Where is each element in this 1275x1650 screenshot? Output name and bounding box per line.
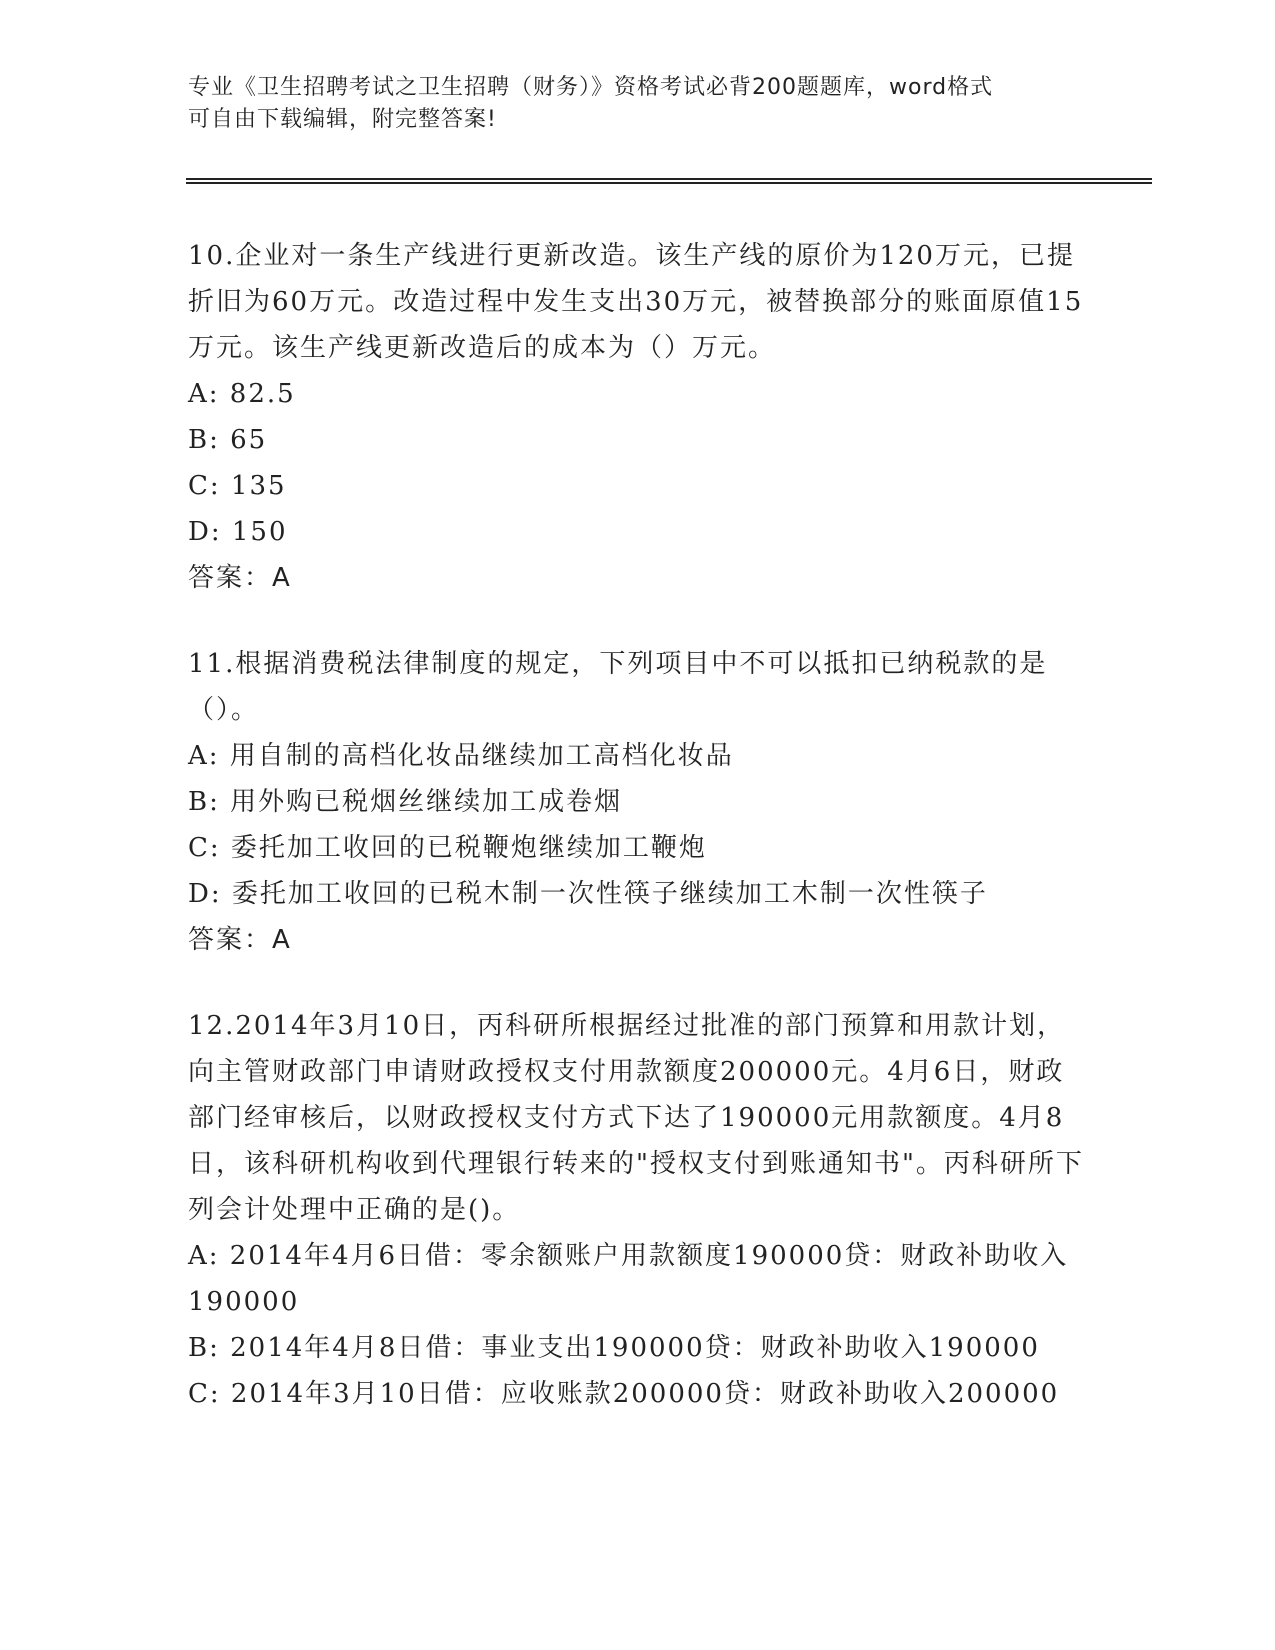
question-stem: 10.企业对一条生产线进行更新改造。该生产线的原价为120万元，已提折旧为60万元。改造过程中发生支出30万元，被替换部分的账面原值15万元。该生产线更新改造后的成本为（）万元。 bbox=[188, 241, 1084, 363]
option-b: B: 2014年4月8日借：事业支出190000贷：财政补助收入190000 bbox=[188, 1333, 1040, 1363]
option-a: A: 82.5 bbox=[188, 379, 296, 409]
option-d: D: 150 bbox=[188, 517, 288, 547]
answer: 答案：A bbox=[188, 563, 292, 593]
question-12 bbox=[188, 1003, 1088, 1417]
header-title-line-1: 专业《卫生招聘考试之卫生招聘（财务）》资格考试必背200题题库，word格式 bbox=[188, 75, 994, 100]
question-10 bbox=[188, 233, 1088, 601]
option-a: A: 用自制的高档化妆品继续加工高档化妆品 bbox=[188, 741, 734, 771]
question-stem: 12.2014年3月10日，丙科研所根据经过批准的部门预算和用款计划，向主管财政部门申请财政授权支付用款额度200000元。4月6日，财政部门经审核后，以财政授权支付方式下达了190000元用款额度。4月8日，该科研机构收到代理银行转来的"授权支付到账通知书"。丙科研所下列会计处理中正确的是()。 bbox=[188, 1011, 1084, 1225]
option-c: C: 委托加工收回的已税鞭炮继续加工鞭炮 bbox=[188, 833, 707, 863]
header-title-line-2: 可自由下载编辑，附完整答案! bbox=[188, 107, 497, 132]
option-c: C: 2014年3月10日借：应收账款200000贷：财政补助收入200000 bbox=[188, 1379, 1060, 1409]
header-double-rule bbox=[186, 178, 1152, 184]
answer: 答案：A bbox=[188, 925, 292, 955]
question-list bbox=[188, 233, 1088, 1457]
question-stem: 11.根据消费税法律制度的规定，下列项目中不可以抵扣已纳税款的是（）。 bbox=[188, 649, 1048, 725]
option-b: B: 65 bbox=[188, 425, 268, 455]
option-d: D: 委托加工收回的已税木制一次性筷子继续加工木制一次性筷子 bbox=[188, 879, 988, 909]
document-header bbox=[188, 72, 1068, 136]
option-c: C: 135 bbox=[188, 471, 287, 501]
option-b: B: 用外购已税烟丝继续加工成卷烟 bbox=[188, 787, 623, 817]
option-a: A: 2014年4月6日借：零余额账户用款额度190000贷：财政补助收入190000 bbox=[188, 1241, 1069, 1317]
question-11 bbox=[188, 641, 1088, 963]
